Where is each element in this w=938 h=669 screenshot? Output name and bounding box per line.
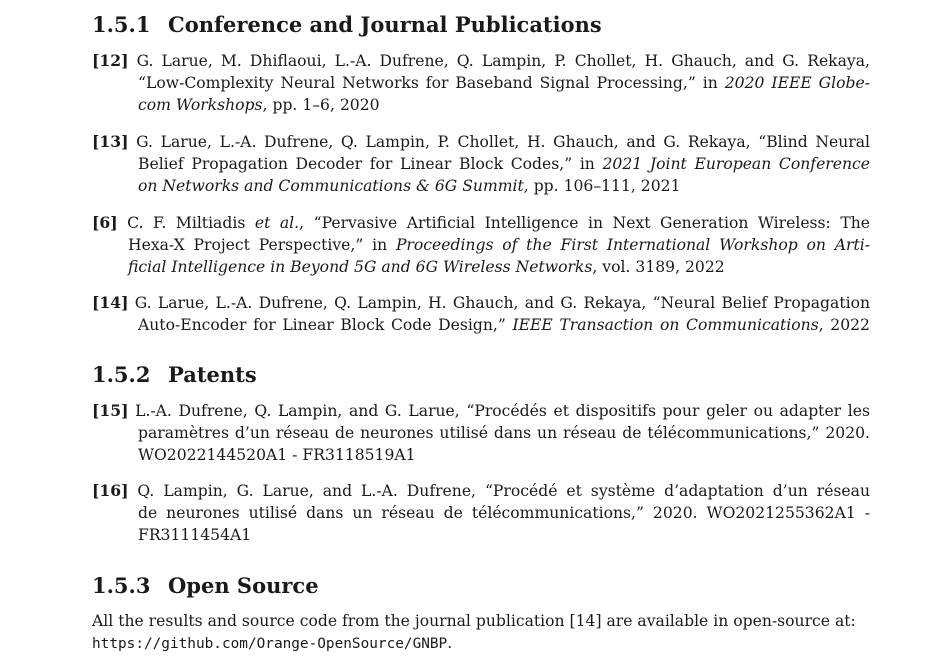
reference-etal: et al.: [254, 214, 300, 232]
reference-15: [92, 400, 870, 466]
reference-venue: com Workshops: [138, 96, 263, 114]
section-heading-patents: [92, 363, 257, 387]
reference-label: [15]: [92, 401, 129, 420]
reference-text: , pp. 106–111, 2021: [523, 177, 681, 195]
reference-venue: Proceedings of the First International Workshop on Arti-: [395, 236, 870, 254]
reference-12: [92, 50, 870, 116]
open-source-text: All the results and source code from the journal publication [14] are available in open-source at:: [92, 612, 856, 630]
reference-text: , “Pervasive Artificial Intelligence in Next Generation Wireless: The: [299, 214, 871, 232]
section-number: 1.5.3: [92, 573, 151, 598]
section-title: Open Source: [168, 573, 319, 598]
reference-text: de neurones utilisé dans un réseau de télécommunications,” 2020. WO2021255362A1 -: [138, 504, 870, 522]
reference-text: G. Larue, L.-A. Dufrene, Q. Lampin, P. Chollet, H. Ghauch, and G. Rekaya, “Blind Neural: [136, 133, 870, 151]
sentence-end: .: [447, 634, 453, 652]
reference-13: [92, 131, 870, 197]
reference-venue: 2021 Joint European Conference: [602, 155, 870, 173]
section-heading-open-source: [92, 574, 319, 598]
reference-text: “Low-Complexity Neural Networks for Baseband Signal Processing,” in: [138, 74, 725, 92]
reference-16: [92, 480, 870, 546]
reference-text: G. Larue, M. Dhiflaoui, L.-A. Dufrene, Q. Lampin, P. Chollet, H. Ghauch, and G. Rekaya,: [136, 52, 870, 70]
reference-text: , 2022: [818, 316, 870, 334]
repository-link[interactable]: https://github.com/Orange-OpenSource/GNBP: [92, 636, 448, 652]
reference-text: L.-A. Dufrene, Q. Lampin, and G. Larue, “Procédés et dispositifs pour geler ou adapter les: [135, 402, 870, 420]
reference-patent-numbers: WO2022144520A1 - FR3118519A1: [138, 446, 416, 464]
reference-text: , pp. 1–6, 2020: [262, 96, 380, 114]
section-number: 1.5.1: [92, 12, 151, 37]
reference-text: , vol. 3189, 2022: [592, 258, 725, 276]
reference-patent-numbers: FR3111454A1: [138, 526, 252, 544]
reference-text: paramètres d’un réseau de neurones utilisé dans un réseau de télécommunications,” 2020.: [138, 424, 870, 442]
reference-label: [12]: [92, 51, 129, 70]
reference-text: Auto-Encoder for Linear Block Code Design,”: [138, 316, 513, 334]
section-title: Conference and Journal Publications: [168, 12, 602, 37]
reference-label: [13]: [92, 132, 129, 151]
reference-text: C. F. Miltiadis: [127, 214, 255, 232]
reference-text: Belief Propagation Decoder for Linear Block Codes,” in: [138, 155, 603, 173]
reference-label: [14]: [92, 293, 129, 312]
section-number: 1.5.2: [92, 362, 151, 387]
reference-venue: ficial Intelligence in Beyond 5G and 6G Wireless Networks: [128, 258, 593, 276]
section-title: Patents: [168, 362, 257, 387]
reference-venue: on Networks and Communications & 6G Summit: [138, 177, 524, 195]
reference-text: G. Larue, L.-A. Dufrene, Q. Lampin, H. Ghauch, and G. Rekaya, “Neural Belief Propagation: [134, 294, 870, 312]
section-heading-publications: [92, 13, 602, 37]
reference-venue: 2020 IEEE Globe-: [724, 74, 870, 92]
reference-label: [16]: [92, 481, 129, 500]
reference-text: Q. Lampin, G. Larue, and L.-A. Dufrene, “Procédé et système d’adaptation d’un réseau: [137, 482, 870, 500]
open-source-paragraph: [92, 610, 870, 655]
reference-label: [6]: [92, 213, 118, 232]
reference-14: [92, 292, 870, 336]
reference-text: Hexa-X Project Perspective,” in: [128, 236, 396, 254]
reference-6: [92, 212, 870, 278]
reference-venue: IEEE Transaction on Communications: [512, 316, 819, 334]
